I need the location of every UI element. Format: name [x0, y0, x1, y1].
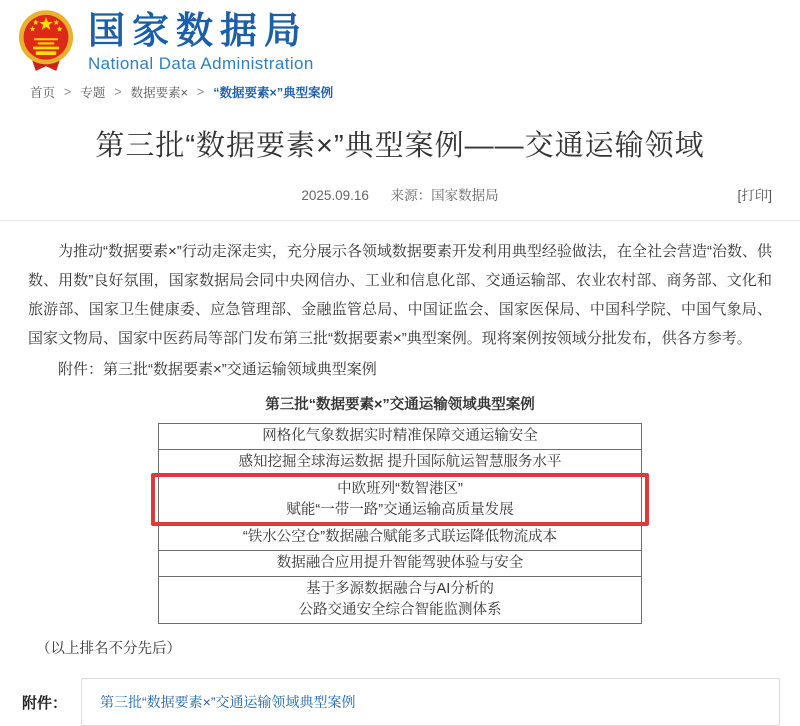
- article-paragraph: 为推动“数据要素×”行动走深走实，充分展示各领域数据要素开发利用典型经验做法，在全社会营造“治数、供数、用数”良好氛围，国家数据局会同中央网信办、工业和信息化部、交通运输部、农业农村部、商务部、文化和旅游部、国家卫生健康委、应急管理部、金融监管总局、中国证监会、国家医保局、中国科学院、中国气象局、国家文物局、国家中医药局等部门发布第三批“数据要素×”典型案例。现将案例按领域分批发布，供各方参考。: [28, 243, 772, 347]
- site-title: 国家数据局: [88, 10, 308, 51]
- case-name: 赋能“一带一路”交通运输高质量发展: [286, 502, 514, 518]
- breadcrumb-data-elements[interactable]: 数据要素×: [130, 86, 188, 100]
- case-name: 中欧班列“数智港区”: [337, 481, 463, 497]
- table-row: [159, 525, 641, 551]
- attachment-link[interactable]: 第三批“数据要素×”交通运输领域典型案例: [100, 694, 356, 710]
- attachment-box: [81, 678, 780, 726]
- publish-date: 2025.09.16: [301, 188, 369, 203]
- case-table: [158, 423, 642, 624]
- ranking-note: （以上排名不分先后）: [36, 641, 181, 657]
- attachment-label: 附件：: [22, 694, 68, 712]
- article-meta: [0, 184, 800, 202]
- page-title: 第三批“数据要素×”典型案例——交通运输领域: [95, 130, 705, 162]
- breadcrumb: [30, 83, 800, 101]
- brand-block: [88, 9, 314, 74]
- breadcrumb-current: “数据要素×”典型案例: [213, 86, 334, 100]
- site-title-english: National Data Administration: [88, 54, 314, 73]
- source-label: 来源：国家数据局: [390, 188, 499, 203]
- attachment-inline-text: 附件：第三批“数据要素×”交通运输领域典型案例: [58, 361, 377, 378]
- case-name: 公路交通安全综合智能监测体系: [298, 602, 502, 618]
- breadcrumb-topics[interactable]: 专题: [80, 86, 106, 100]
- breadcrumb-separator: >: [196, 85, 205, 99]
- case-name: “铁水公空仓”数据融合赋能多式联运降低物流成本: [242, 529, 558, 545]
- case-name: 感知挖掘全球海运数据 提升国际航运智慧服务水平: [238, 454, 562, 470]
- breadcrumb-separator: >: [64, 85, 72, 99]
- site-header: [0, 0, 800, 74]
- table-row: [159, 450, 641, 476]
- table-row: [159, 424, 641, 450]
- print-button[interactable]: [打印]: [737, 188, 772, 203]
- table-row: [159, 551, 641, 577]
- case-name: 基于多源数据融合与AI分析的: [306, 581, 494, 597]
- table-row: [159, 577, 641, 623]
- national-emblem-icon: [18, 9, 74, 73]
- case-table-title: 第三批“数据要素×”交通运输领域典型案例: [265, 397, 535, 413]
- breadcrumb-separator: >: [114, 85, 122, 99]
- case-name: 数据融合应用提升智能驾驶体验与安全: [276, 555, 524, 571]
- attachment-section: [22, 678, 780, 726]
- breadcrumb-home[interactable]: 首页: [30, 86, 56, 100]
- table-row-highlighted: [159, 476, 641, 525]
- case-name: 网格化气象数据实时精准保障交通运输安全: [262, 428, 538, 444]
- article-content: [0, 221, 800, 658]
